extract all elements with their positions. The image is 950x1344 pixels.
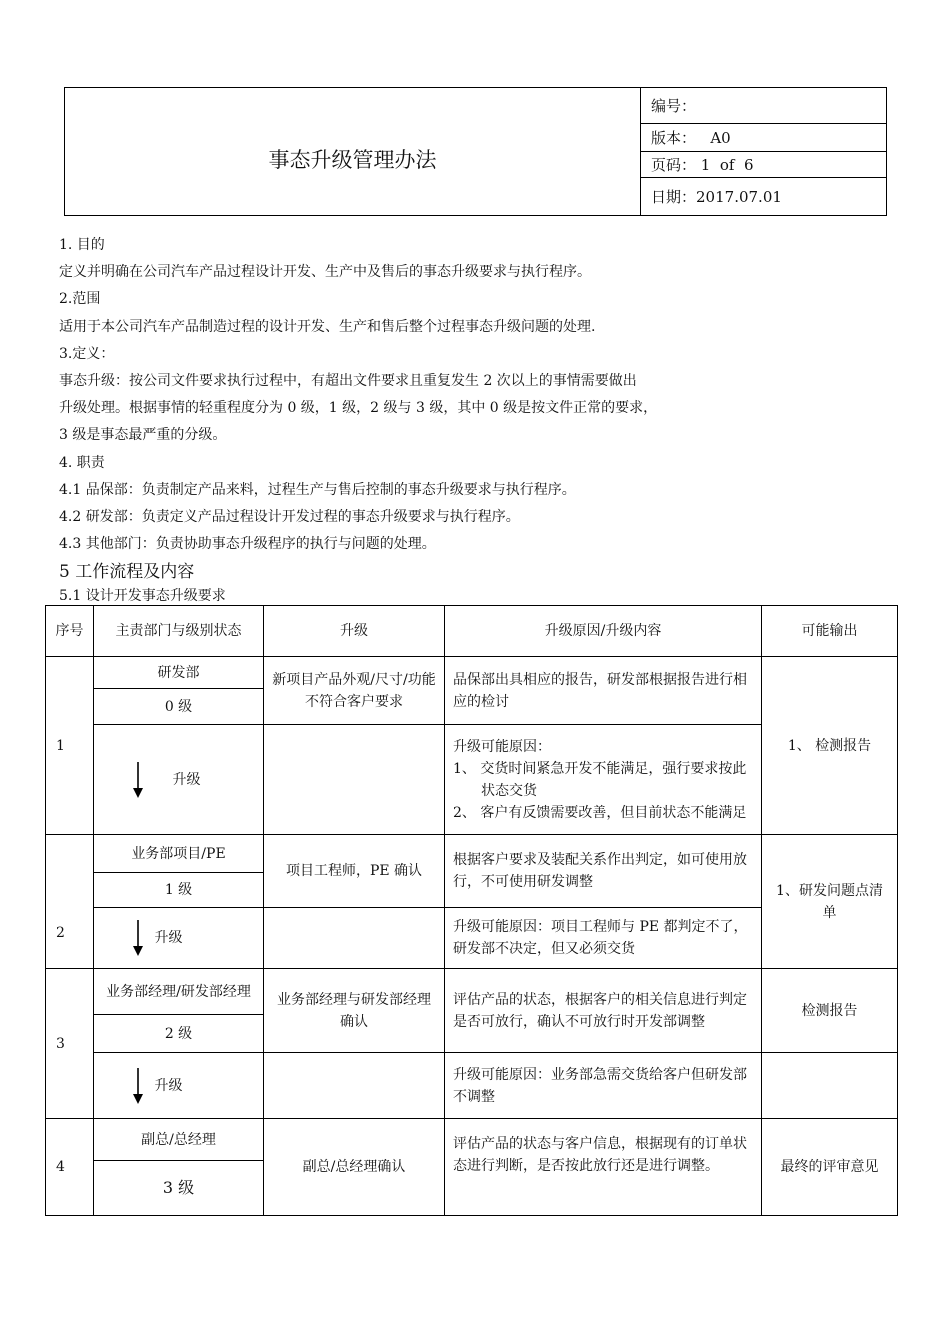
table-row bbox=[46, 1053, 898, 1119]
row-number: 4 bbox=[46, 1119, 94, 1216]
row-reason: 升级可能原因：业务部急需交货给客户但研发部不调整 bbox=[445, 1053, 762, 1119]
header-escalate: 升级 bbox=[264, 606, 445, 657]
row-output: 1、 检测报告 bbox=[762, 657, 898, 835]
section-5-title: 5 工作流程及内容 bbox=[59, 562, 195, 583]
section-2-title: 2.范围 bbox=[59, 291, 101, 308]
document-title: 事态升级管理办法 bbox=[65, 88, 641, 216]
section-3-line: 事态升级：按公司文件要求执行过程中，有超出文件要求且重复发生 2 次以上的事情需要做出 bbox=[59, 373, 637, 390]
row-dept: 副总/总经理 bbox=[94, 1119, 264, 1161]
table-row bbox=[46, 1119, 898, 1161]
section-3-line: 升级处理。根据事情的轻重程度分为 0 级，1 级，2 级与 3 级，其中 0 级是按文件正常的要求， bbox=[59, 400, 658, 417]
upgrade-label: 升级 bbox=[154, 1077, 183, 1094]
section-1-text: 定义并明确在公司汽车产品过程设计开发、生产中及售后的事态升级要求与执行程序。 bbox=[59, 264, 591, 281]
row-number: 3 bbox=[46, 969, 94, 1119]
row-dept: 研发部 bbox=[94, 657, 264, 689]
section-4-3: 4.3 其他部门：负责协助事态升级程序的执行与问题的处理。 bbox=[59, 536, 436, 553]
row-level: 3 级 bbox=[94, 1161, 264, 1216]
row-escalate: 新项目产品外观/尺寸/功能不符合客户要求 bbox=[264, 657, 445, 725]
row-reason: 升级可能原因：项目工程师与 PE 都判定不了，研发部不决定，但又必须交货 bbox=[445, 908, 762, 969]
table-header-row bbox=[46, 606, 898, 657]
empty-cell bbox=[264, 908, 445, 969]
row-output: 1、研发问题点清单 bbox=[762, 835, 898, 969]
section-3-title: 3.定义： bbox=[59, 345, 115, 362]
reason-list bbox=[453, 758, 753, 824]
section-4-title: 4. 职责 bbox=[59, 454, 105, 471]
document-date: 日期：2017.07.01 bbox=[641, 178, 887, 216]
row-dept: 业务部经理/研发部经理 bbox=[94, 969, 264, 1015]
escalation-table bbox=[45, 605, 898, 1216]
down-arrow-icon bbox=[130, 760, 146, 800]
row-level: 2 级 bbox=[94, 1015, 264, 1053]
header-seq: 序号 bbox=[46, 606, 94, 657]
row-escalate: 项目工程师，PE 确认 bbox=[264, 835, 445, 908]
empty-cell bbox=[762, 1053, 898, 1119]
table-row bbox=[46, 657, 898, 689]
section-4-2: 4.2 研发部：负责定义产品过程设计开发过程的事态升级要求与执行程序。 bbox=[59, 509, 520, 526]
row-level: 1 级 bbox=[94, 873, 264, 908]
document-version: 版本： A0 bbox=[641, 124, 887, 152]
list-item: 2、 客户有反馈需要改善，但目前状态不能满足 bbox=[453, 804, 747, 821]
row-output: 检测报告 bbox=[762, 969, 898, 1053]
row-number: 1 bbox=[46, 657, 94, 835]
document-page: 页码： 1 of 6 bbox=[641, 152, 887, 178]
section-4-1: 4.1 品保部：负责制定产品来料，过程生产与售后控制的事态升级要求与执行程序。 bbox=[59, 481, 576, 498]
row-escalate: 业务部经理与研发部经理确认 bbox=[264, 969, 445, 1053]
section-5-1-title: 5.1 设计开发事态升级要求 bbox=[59, 588, 226, 605]
upgrade-label: 升级 bbox=[172, 771, 201, 788]
table-row bbox=[46, 969, 898, 1015]
empty-cell bbox=[264, 1053, 445, 1119]
down-arrow-icon bbox=[130, 918, 146, 958]
list-item: 1、 交货时间紧急开发不能满足，强行要求按此状态交货 bbox=[453, 760, 747, 799]
row-content: 评估产品的状态与客户信息，根据现有的订单状态进行判断，是否按此放行还是进行调整。 bbox=[445, 1119, 762, 1216]
header-reason: 升级原因/升级内容 bbox=[445, 606, 762, 657]
row-output: 最终的评审意见 bbox=[762, 1119, 898, 1216]
row-content: 评估产品的状态，根据客户的相关信息进行判定是否可放行，确认不可放行时开发部调整 bbox=[445, 969, 762, 1053]
table-row bbox=[46, 835, 898, 873]
header-dept: 主责部门与级别状态 bbox=[94, 606, 264, 657]
row-reason: 升级可能原因： 1、 交货时间紧急开发不能满足，强行要求按此状态交货 2、 客户有反馈需要改善，但目前状态不能满足 bbox=[445, 725, 762, 835]
row-number: 2 bbox=[46, 835, 94, 969]
row-upgrade bbox=[94, 1053, 264, 1119]
row-content: 品保部出具相应的报告，研发部根据报告进行相应的检讨 bbox=[445, 657, 762, 725]
row-dept: 业务部项目/PE bbox=[94, 835, 264, 873]
down-arrow-icon bbox=[130, 1066, 146, 1106]
row-upgrade bbox=[94, 908, 264, 969]
row-escalate: 副总/总经理确认 bbox=[264, 1119, 445, 1216]
upgrade-label: 升级 bbox=[154, 930, 183, 946]
row-content: 根据客户要求及装配关系作出判定，如可使用放行，不可使用研发调整 bbox=[445, 835, 762, 908]
document-number: 编号： bbox=[641, 88, 887, 124]
document-header bbox=[64, 87, 887, 216]
row-level: 0 级 bbox=[94, 689, 264, 725]
document-body bbox=[59, 232, 879, 608]
row-upgrade bbox=[94, 725, 264, 835]
section-2-text: 适用于本公司汽车产品制造过程的设计开发、生产和售后整个过程事态升级问题的处理. bbox=[59, 318, 596, 335]
header-output: 可能输出 bbox=[762, 606, 898, 657]
section-3-line: 3 级是事态最严重的分级。 bbox=[59, 427, 227, 444]
empty-cell bbox=[264, 725, 445, 835]
section-1-title: 1. 目的 bbox=[59, 237, 105, 253]
